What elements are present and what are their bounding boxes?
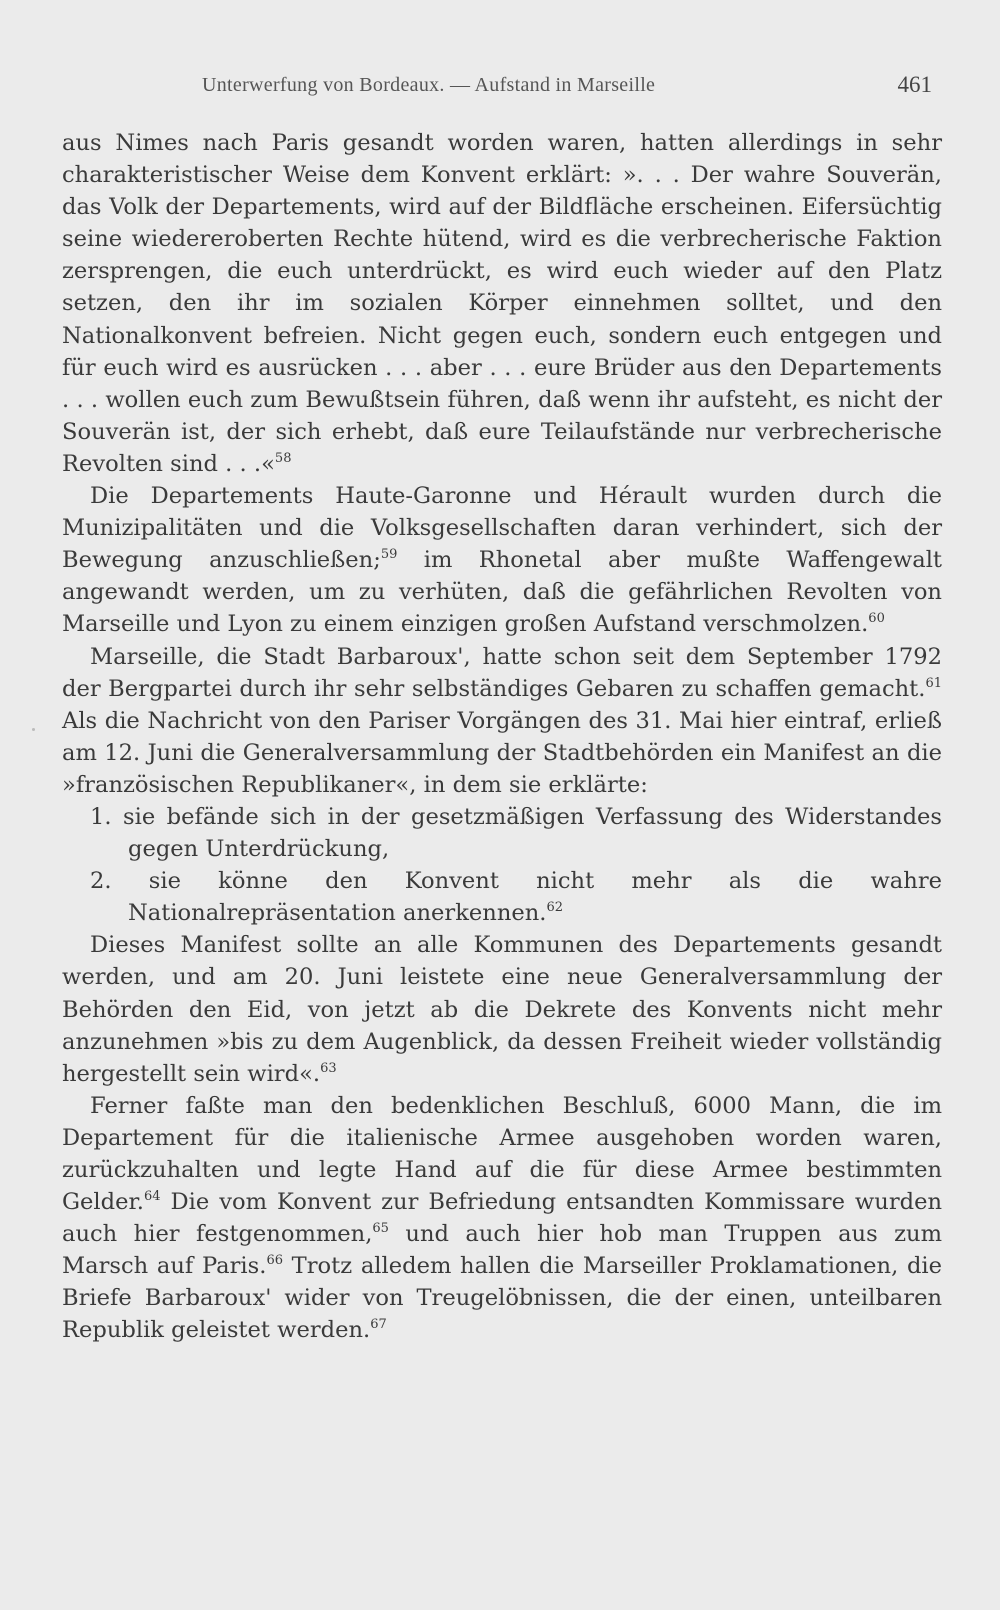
footnote-ref: 64 xyxy=(143,1189,161,1205)
paragraph-ferner: Ferner faßte man den bedenklichen Beschluß, 6000 Mann, die im Departement für die italienische Armee ausgehoben worden waren, zurückzuhalten und legte Hand auf die für diese Armee bestimmten Gelder.$^{64}$ Die vom Konvent zur Befriedung entsandten Kommissare wurden auch hier festgenommen,$^{65}$ und auch hier hob man Truppen aus zum Marsch auf Paris.$^{66}$ Trotz alledem hallen die Marseiller Proklamationen, die Briefe Barbaroux' wider von Treugelöbnissen, die der einen, unteilbaren Republik geleistet werden.$^{67}$ xyxy=(62,1092,943,1344)
footnote-ref: 61 xyxy=(925,675,942,691)
footnote-ref: 65 xyxy=(372,1221,389,1237)
footnote-ref: 66 xyxy=(266,1253,283,1269)
list-item: 1. sie befände sich in der gesetzmäßigen Verfassung des Widerstandes gegen Unterdrückung, xyxy=(90,803,942,863)
page-header xyxy=(62,74,932,106)
list-item: 2. sie könne den Konvent nicht mehr als die wahre Nationalrepräsentation anerkennen.$^{62}$ xyxy=(90,868,942,927)
margin-speck xyxy=(32,728,35,731)
footnote-ref: 63 xyxy=(320,1060,337,1076)
footnote-ref: 58 xyxy=(274,450,292,466)
footnote-ref: 67 xyxy=(370,1317,387,1333)
footnote-ref: 60 xyxy=(868,611,885,627)
paragraph-manifest: Dieses Manifest sollte an alle Kommunen des Departements gesandt werden, und am 20. Juni leistete eine neue Generalversammlung der Behörden den Eid, von jetzt ab die Dekrete des Konvents nicht mehr anzunehmen »bis zu dem Augenblick, da dessen Freiheit wieder vollständig hergestellt sein wird«.$^{63}$ xyxy=(62,932,942,1087)
paragraph-quote-nimes: aus Nimes nach Paris gesandt worden waren, hatten allerdings in sehr charakteristischer Weise dem Konvent erklärt: ». . . Der wahre Souverän, das Volk der Departements, wird auf der Bildfläche erscheinen. Eifersüchtig seine wiedereroberten Rechte hütend, wird es die verbrecherische Faktion zersprengen, die euch unterdrückt, es wird euch wieder auf den Platz setzen, den ihr im sozialen Körper einnehmen solltet, und den Nationalkonvent befreien. Nicht gegen euch, sondern euch entgegen und für euch wird es ausrücken . . . aber . . . eure Brüder aus den Departements . . . wollen euch zum Bewußtsein führen, daß wenn ihr aufsteht, es nicht der Souverän ist, der sich erhebt, daß eure Teilaufstände nur verbrecherische Revolten sind . . .«$^{58}$ xyxy=(62,130,942,477)
paragraph-departements: Die Departements Haute-Garonne und Hérault wurden durch die Munizipalitäten und die Volksgesellschaften daran verhindert, sich der Bewegung anzuschließen;$^{59}$ im Rhonetal aber mußte Waffengewalt angewandt werden, um zu verhüten, daß die gefährlichen Revolten von Marseille und Lyon zu einem einzigen großen Aufstand verschmolzen.$^{60}$ xyxy=(62,483,942,638)
page-number: 461 xyxy=(897,72,932,97)
body-text xyxy=(62,127,942,1347)
footnote-ref: 62 xyxy=(546,900,564,916)
running-head: Unterwerfung von Bordeaux. — Aufstand in Marseille xyxy=(202,74,656,96)
paragraph-marseille: Marseille, die Stadt Barbaroux', hatte schon seit dem September 1792 der Bergpartei durch ihr sehr selbständiges Gebaren zu schaffen gemacht.$^{61}$ Als die Nachricht von den Pariser Vorgängen des 31. Mai hier eintraf, erließ am 12. Juni die Generalversammlung der Stadtbehörden ein Manifest an die »französischen Republikaner«, in dem sie erklärte: xyxy=(62,643,942,798)
footnote-ref: 59 xyxy=(380,547,398,563)
